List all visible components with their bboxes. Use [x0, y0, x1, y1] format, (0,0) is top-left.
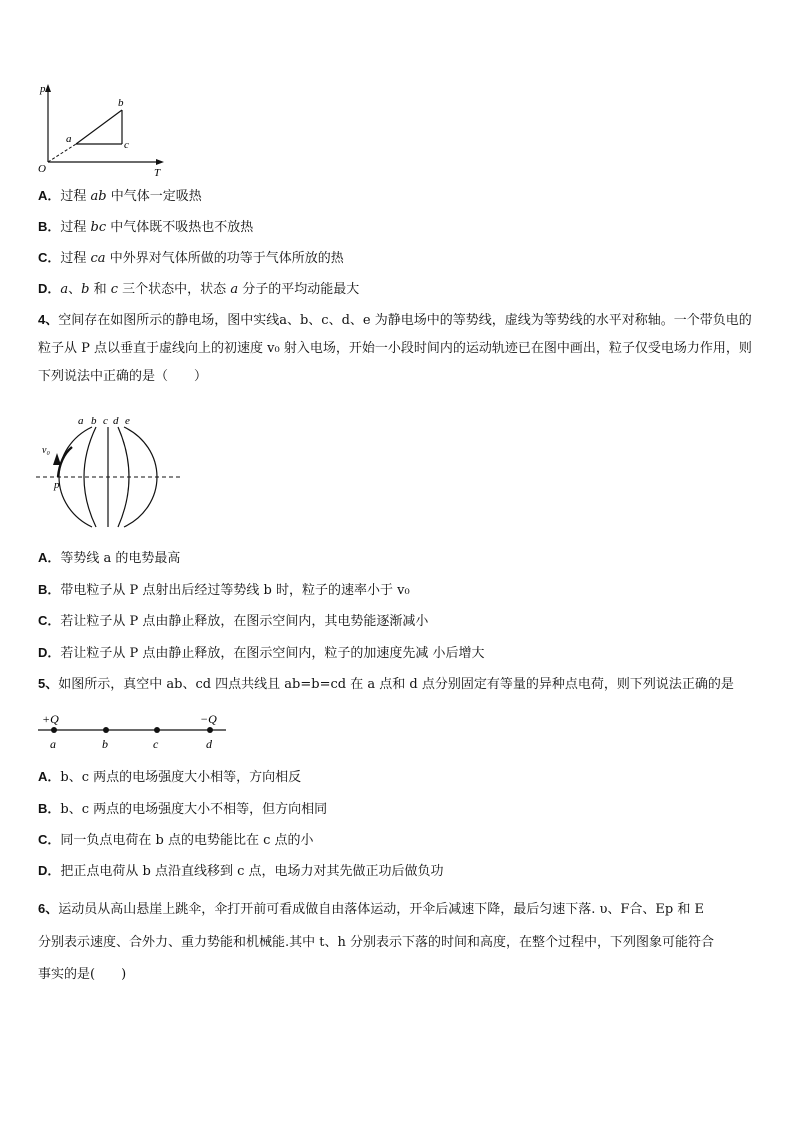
- label-O: O: [38, 163, 46, 175]
- label-d: d: [113, 415, 119, 427]
- q5-option-b: B．b、c 两点的电场强度大小不相等，但方向相同: [38, 801, 328, 817]
- label-e: e: [125, 415, 130, 427]
- q5-option-d: D．把正点电荷从 b 点沿直线移到 c 点，电场力对其先做正功后做负功: [38, 863, 444, 879]
- label-b: b: [102, 737, 108, 751]
- label-a: a: [66, 133, 72, 145]
- q4-option-a: A．等势线 a 的电势最高: [38, 550, 181, 566]
- label-v0: v₀: [42, 445, 50, 456]
- q3-option-b: B．过程 bc 中气体既不吸热也不放热: [38, 219, 254, 235]
- q6-line-3: 事实的是( ): [38, 967, 127, 982]
- q5-option-a: A．b、c 两点的电场强度大小相等，方向相反: [38, 769, 302, 785]
- point-b: [103, 727, 109, 733]
- t-axis-arrow: [156, 159, 164, 165]
- q4-option-b: B．带电粒子从 P 点射出后经过等势线 b 时，粒子的速率小于 v₀: [38, 582, 410, 598]
- label-c: c: [124, 139, 129, 151]
- q5-stem: 5、如图所示，真空中 ab、cd 四点共线且 ab=b=cd 在 a 点和 d 点分别固定有等量的异种点电荷，则下列说法正确的是: [38, 676, 734, 692]
- q5-option-c: C．同一负点电荷在 b 点的电势能比在 c 点的小: [38, 832, 314, 848]
- label-minus-q: −Q: [200, 712, 217, 726]
- point-d: [207, 727, 213, 733]
- label-b: b: [118, 97, 124, 109]
- label-b: b: [91, 415, 97, 427]
- point-c: [154, 727, 160, 733]
- point-a: [51, 727, 57, 733]
- q4-option-d: D．若让粒子从 P 点由静止释放，在图示空间内，粒子的加速度先减 小后增大: [38, 645, 485, 661]
- q4-stem: 4、空间存在如图所示的静电场，图中实线a、b、c、d、e 为静电场中的等势线，虚线为等势线的水平对称轴。一个带负电的粒子从 P 点以垂直于虚线向上的初速度 v₀ 射入电场，开始一小段时间内的运动轨迹已在图中画出，粒子仅受电场力作用，则下列说法中正确的是（ ）: [38, 312, 752, 384]
- label-p: p: [54, 479, 60, 491]
- label-T: T: [154, 167, 161, 178]
- q6-line-2: 分别表示速度、合外力、重力势能和机械能.其中 t、h 分别表示下落的时间和高度，在整个过程中，下列图象可能符合: [38, 935, 714, 950]
- charge-line-figure: [36, 708, 230, 754]
- q3-option-c: C．过程 ca 中外界对气体所做的功等于气体所放的热: [38, 250, 344, 266]
- pt-diagram: [36, 82, 168, 178]
- p-axis-arrow: [45, 84, 51, 92]
- label-a: a: [78, 415, 84, 427]
- label-c: c: [103, 415, 108, 427]
- q4-option-c: C．若让粒子从 P 点由静止释放，在图示空间内，其电势能逐渐减小: [38, 613, 429, 629]
- label-d: d: [206, 737, 212, 751]
- label-a: a: [50, 737, 56, 751]
- label-p: p: [40, 83, 46, 95]
- velocity-arrow: [53, 453, 61, 465]
- q6-line-1: 6、运动员从高山悬崖上跳伞，伞打开前可看成做自由落体运动，开伞后减速下降，最后匀速下落. υ、F合、Ep 和 E: [38, 901, 704, 917]
- label-c: c: [153, 737, 159, 751]
- q3-option-a: A．过程 ab 中气体一定吸热: [38, 188, 202, 204]
- q3-option-d: D．a、b 和 c 三个状态中，状态 a 分子的平均动能最大: [38, 281, 360, 297]
- equipotential-figure: [34, 413, 184, 533]
- line-ab: [76, 110, 122, 144]
- label-plus-q: +Q: [42, 712, 59, 726]
- dashed-extension: [48, 144, 76, 162]
